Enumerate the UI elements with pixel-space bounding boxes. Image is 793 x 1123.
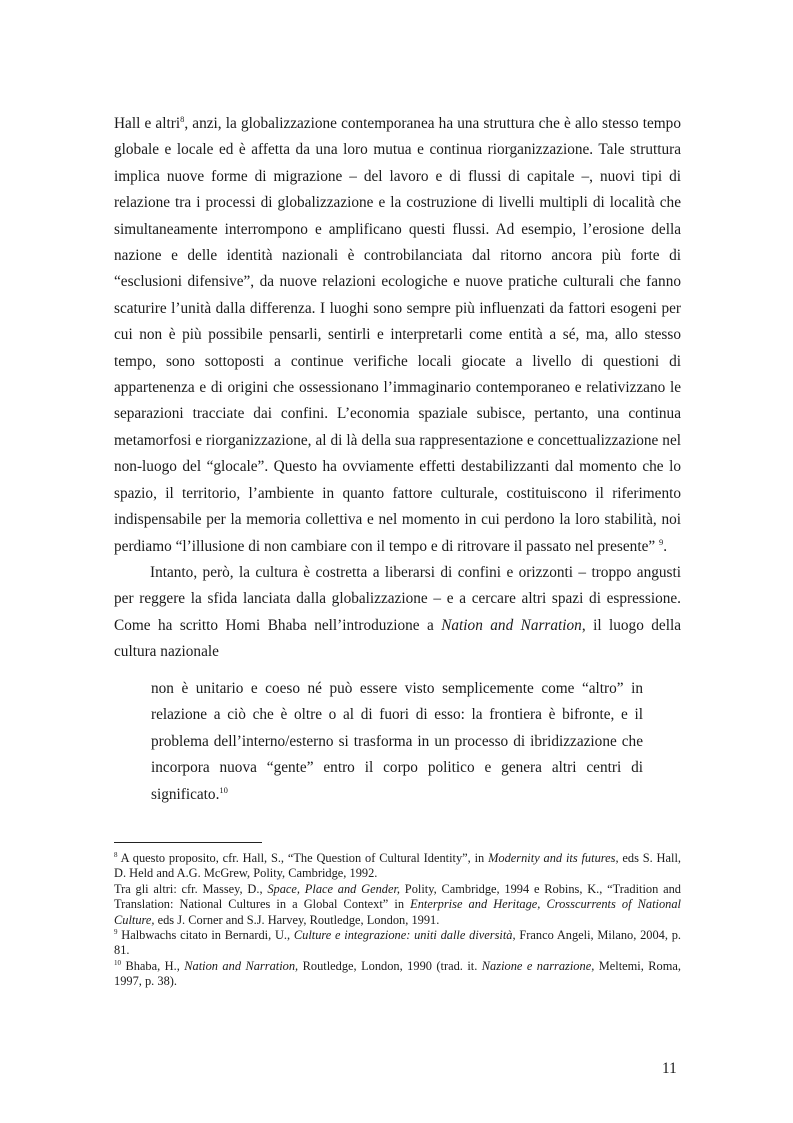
- book-title-nation-and-narration: Nation and Narration: [441, 616, 582, 634]
- footnote-8: $^8$ A questo proposito, cfr. Hall, S., “The Question of Cultural Identity”, in Modernity and its futures, eds S. Hall, D. Held and A.G. McGrew, Polity, Cambridge, 1992.: [114, 850, 681, 881]
- footnote-separator: [114, 842, 262, 843]
- footnote-9: $^9$ Halbwachs citato in Bernardi, U., Culture e integrazione: uniti dalle diversità, Franco Angeli, Milano, 2004, p. 81.: [114, 927, 681, 958]
- paragraph-2: Intanto, però, la cultura è costretta a liberarsi di confini e orizzonti – troppo angusti per reggere la sfida lanciata dalla globalizzazione – e a cercare altri spazi di espressione. Come ha scritto Homi Bhaba nell’introduzione a Nation and Narration, il luogo della cultura nazionale: [114, 563, 681, 661]
- main-text: [114, 111, 681, 666]
- page-number: 11: [662, 1060, 677, 1077]
- footnote-10: $^{10}$ Bhaba, H., Nation and Narration, Routledge, London, 1990 (trad. it. Nazione e narrazione, Meltemi, Roma, 1997, p. 38).: [114, 958, 681, 989]
- footnote-ref-9[interactable]: 9: [658, 536, 664, 547]
- footnote-8-continued: Tra gli altri: cfr. Massey, D., Space, Place and Gender, Polity, Cambridge, 1994 e Robins, K., “Tradition and Translation: National Cultures in a Global Context” in Enterprise and Heritage, Crosscurrents of National Culture, eds J. Corner and S.J. Harvey, Routledge, London, 1991.: [114, 881, 681, 927]
- block-quote: non è unitario e coeso né può essere visto semplicemente come “altro” in relazione a ciò che è oltre o al di fuori di esso: la frontiera è bifronte, e il problema dell’interno/esterno si trasforma in un processo di ibridizzazione che incorpora nuova “gente” entro il corpo politico e genera altri centri di significato.$^{10}$: [151, 680, 643, 803]
- footnote-ref-8[interactable]: 8: [180, 113, 185, 124]
- paragraph-1: Hall e altri$^8$, anzi, la globalizzazione contemporanea ha una struttura che è allo stesso tempo globale e locale ed è affetta da una loro mutua e continua riorganizzazione. Tale struttura implica nuove forme di migrazione – del lavoro e di flussi di capitale –, nuovi tipi di relazione tra i processi di globalizzazione e la costruzione di livelli multipli di località che simultaneamente interrompono e amplificano questi flussi. Ad esempio, l’erosione della nazione e delle identità nazionali è controbilanciata dal ritorno ancora più forte di “esclusioni difensive”, da nuove relazioni ecologiche e nuove pratiche culturali che fanno scaturire l’unità dalla differenza. I luoghi sono sempre più influenzati da fattori esogeni per cui non è più possibile pensarli, sentirli e interpretarli come entità a sé, ma, allo stesso tempo, sono sottoposti a continue verifiche locali giocate a livello di questioni di appartenenza e di origini che ossessionano l’immaginario contemporaneo e relativizzano le separazioni tracciate dai confini. L’economia spaziale subisce, pertanto, una continua metamorfosi e riorganizzazione, al di là della sua rappresentazione e concettualizzazione nel non-luogo del “glocale”. Questo ha ovviamente effetti destabilizzanti dal momento che lo spazio, il territorio, l’ambiente in quanto fattore culturale, costituiscono il riferimento indispensabile per la memoria collettiva e nel momento in cui perdono la loro stabilità, noi perdiamo “l’illusione di non cambiare con il tempo e di ritrovare il passato nel presente” $^9$.: [114, 113, 681, 555]
- footnotes: [114, 851, 681, 990]
- footnote-ref-10[interactable]: 10: [219, 784, 228, 795]
